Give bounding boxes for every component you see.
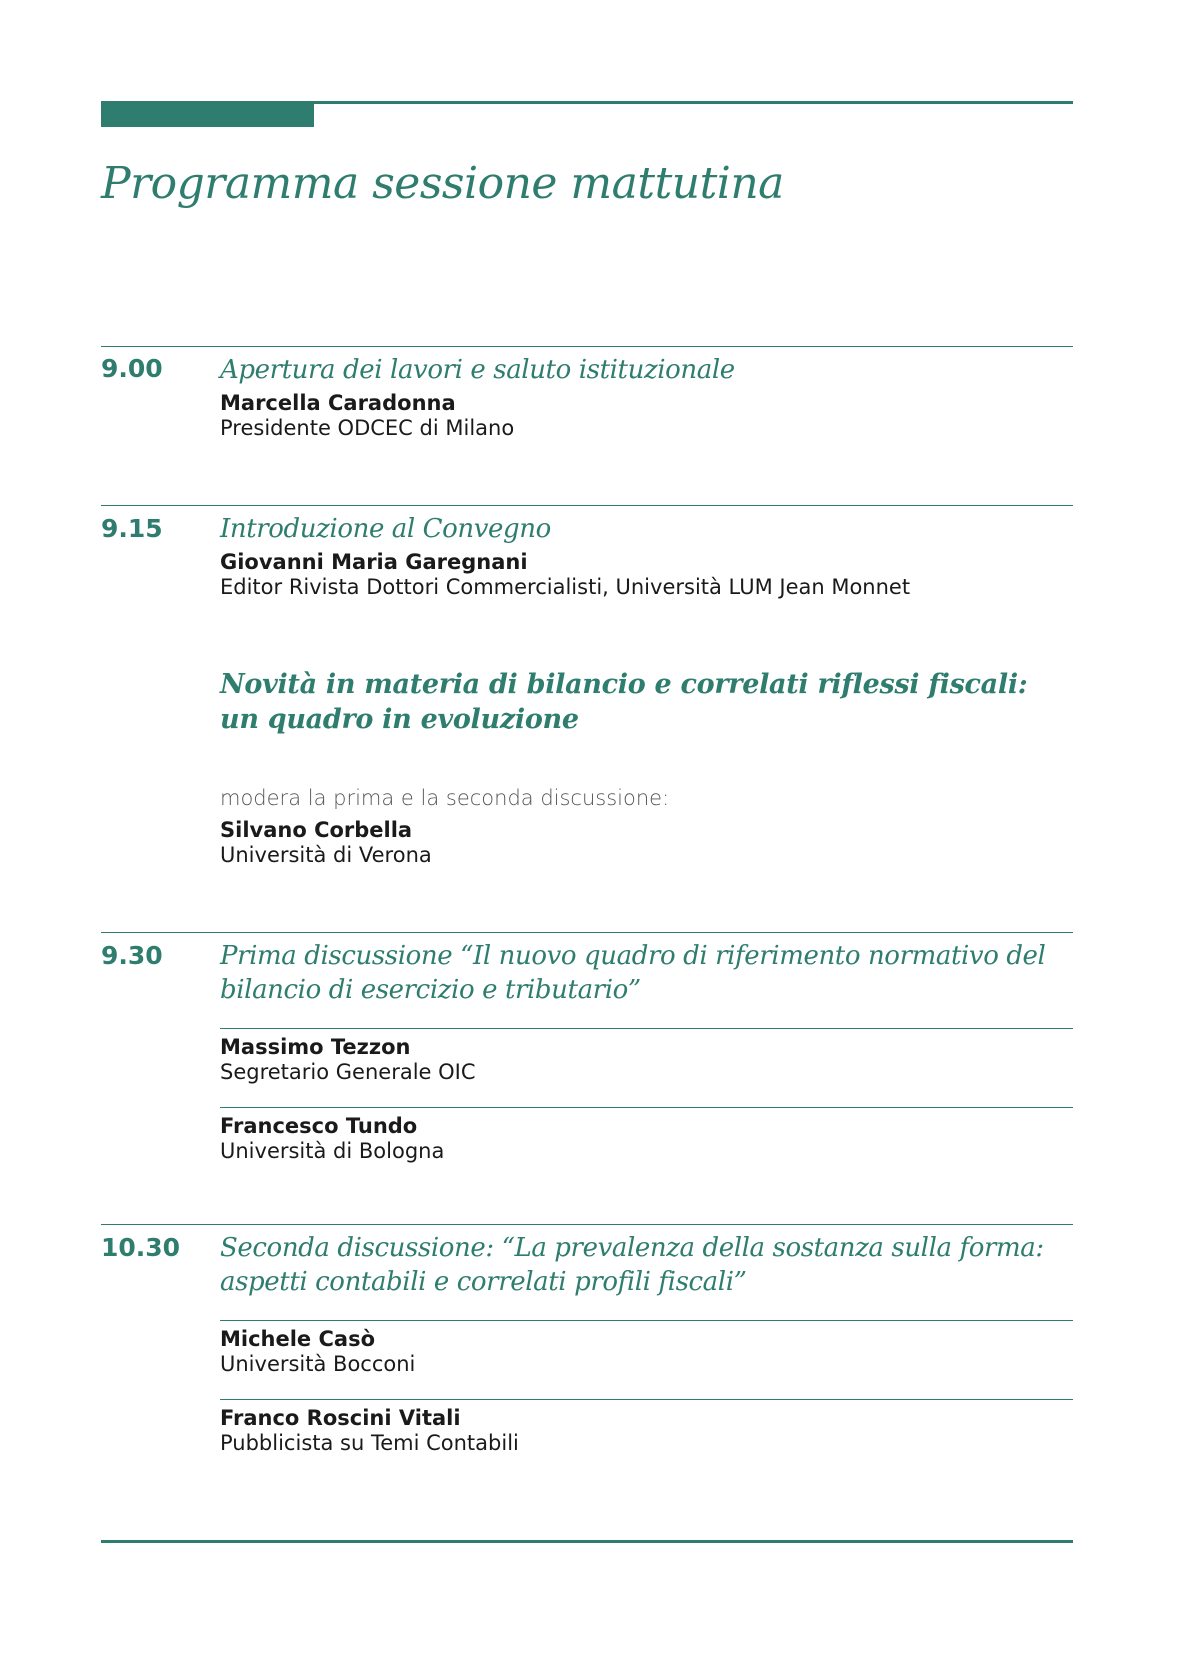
speaker-name: Massimo Tezzon [220, 1035, 411, 1059]
speaker-name: Michele Casò [220, 1327, 375, 1351]
speaker-role: Editor Rivista Dottori Commercialisti, Università LUM Jean Monnet [220, 575, 911, 599]
speaker-role: Presidente ODCEC di Milano [220, 416, 515, 440]
speaker-role: Università di Bologna [220, 1139, 445, 1163]
session-time: 9.00 [101, 354, 163, 383]
speaker-role: Università Bocconi [220, 1352, 416, 1376]
moderator-role: Università di Verona [220, 843, 432, 867]
speaker-divider [220, 1028, 1073, 1029]
session-title: Apertura dei lavori e saluto istituzionale [220, 355, 735, 385]
section-divider [101, 932, 1073, 933]
speaker-name: Giovanni Maria Garegnani [220, 550, 528, 574]
speaker-name: Francesco Tundo [220, 1114, 418, 1138]
speaker-role: Pubblicista su Temi Contabili [220, 1431, 519, 1455]
topic-line-2: un quadro in evoluzione [220, 704, 579, 735]
topic-heading [220, 667, 1070, 737]
speaker-name: Franco Roscini Vitali [220, 1406, 461, 1430]
footer-rule [101, 1540, 1073, 1543]
speaker-divider [220, 1107, 1073, 1108]
session-title: Introduzione al Convegno [220, 514, 551, 544]
section-divider [101, 346, 1073, 347]
moderator-name: Silvano Corbella [220, 818, 413, 842]
session-title: Seconda discussione: “La prevalenza della sostanza sulla forma: aspetti contabili e correlati profili fiscali” [220, 1233, 1044, 1297]
session-time: 10.30 [101, 1233, 181, 1262]
topic-line-1: Novità in materia di bilancio e correlati riflessi fiscali: [220, 669, 1028, 700]
session-title: Prima discussione “Il nuovo quadro di riferimento normativo del bilancio di esercizio e tributario” [220, 941, 1046, 1005]
session-time: 9.15 [101, 514, 163, 543]
page-title: Programma sessione mattutina [101, 158, 784, 209]
speaker-divider [220, 1320, 1073, 1321]
section-divider [101, 1224, 1073, 1225]
section-divider [101, 505, 1073, 506]
session-time: 9.30 [101, 941, 163, 970]
speaker-divider [220, 1399, 1073, 1400]
speaker-name: Marcella Caradonna [220, 391, 456, 415]
speaker-role: Segretario Generale OIC [220, 1060, 476, 1084]
moderator-note: modera la prima e la seconda discussione: [220, 786, 670, 810]
header-accent-bar [101, 101, 314, 127]
